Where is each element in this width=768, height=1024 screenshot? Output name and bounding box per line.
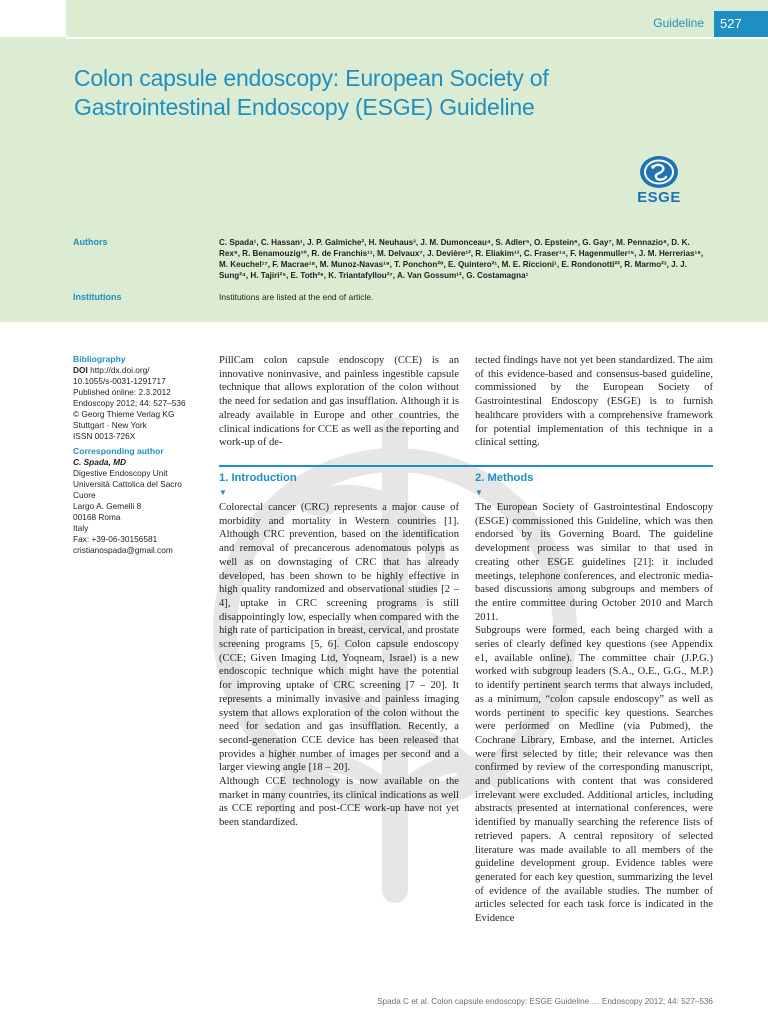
section-label: Guideline [653, 16, 704, 30]
abstract-text: PillCam colon capsule endoscopy (CCE) is an innovative noninvasive, and painless ingestible capsule technique that allows exploration of the colon without the need for sedation and gas insufflation. Although it is already available in Europe and other countries, the clinical indications for CCE as well as the reporting and work-up of de- [219, 355, 459, 449]
published-date: Published online: 2.3.2012 [73, 387, 171, 397]
page-footer: Spada C et al. Colon capsule endoscopy: ESGE Guideline … Endoscopy 2012; 44: 527–536 [377, 997, 713, 1006]
introduction-heading: 1. Introduction [219, 472, 297, 484]
triangle-down-icon: ▼ [475, 488, 483, 497]
address-line: Digestive Endoscopy Unit [73, 468, 168, 478]
sidebar [73, 354, 201, 556]
esge-emblem-icon [639, 155, 679, 189]
address-line: Università Cattolica del Sacro [73, 479, 182, 489]
fax-number: Fax: +39-06-30156581 [73, 534, 158, 544]
bibliography-heading: Bibliography [73, 354, 126, 364]
introduction-body [219, 501, 459, 830]
esge-logo-text: ESGE [637, 189, 681, 206]
article-title: Colon capsule endoscopy: European Society of Gastrointestinal Endoscopy (ESGE) Guideline [74, 65, 549, 120]
publisher-location: Stuttgart · New York [73, 420, 147, 430]
publisher: © Georg Thieme Verlag KG [73, 409, 175, 419]
paragraph: The European Society of Gastrointestinal Endoscopy (ESGE) commissioned this Guideline, which was then endorsed by its Governing Board. The guideline development process was similar to that used in creating other ESGE guidelines [21]: it included meetings, telephone conferences, and electronic media-based discussions among subgroups and members of the entire committee during October 2010 and March 2011. [475, 502, 713, 623]
triangle-down-icon: ▼ [219, 488, 227, 497]
institutions-label: Institutions [73, 292, 122, 302]
email-link[interactable]: cristianospada@gmail.com [73, 545, 173, 555]
paragraph: Although CCE technology is now available on the market in many countries, its clinical indications as well as CCE reporting and post-CCE work-up have not yet been standardized. [219, 776, 459, 829]
authors-list: C. Spada¹, C. Hassan¹, J. P. Galmiche², H. Neuhaus³, J. M. Dumonceau⁴, S. Adler⁵, O. Epstein⁶, G. Gay⁷, M. Pennazio⁸, D. K. Rex⁹, R. Benamouzig¹⁰, R. de Franchis¹¹, M. Delvaux⁷, J. Devière¹², R. Eliakim¹³, C. Fraser¹⁴, F. Hagenmuller¹⁵, J. M. Herrerias¹⁶, M. Keuchel¹⁷, F. Macrae¹⁸, M. Munoz-Navas¹⁹, T. Ponchon²⁰, E. Quintero²¹, M. E. Riccioni¹, E. Rondonotti²², R. Marmo²³, J. J. Sung²⁴, H. Tajiri²⁵, E. Toth²⁶, K. Triantafyllou²⁷, A. Van Gossum¹², G. Costamagna¹ [219, 238, 704, 280]
section-divider [219, 465, 713, 467]
doi-number: 10.1055/s-0031-1291717 [73, 376, 166, 386]
doi-link[interactable]: http://dx.doi.org/ [90, 365, 150, 375]
corresponding-name: C. Spada, MD [73, 457, 127, 467]
authors-label: Authors [73, 237, 108, 247]
page-number: 527 [714, 11, 768, 37]
institutions-note: Institutions are listed at the end of article. [219, 292, 374, 302]
methods-heading: 2. Methods [475, 472, 534, 484]
abstract-column-2 [475, 354, 713, 450]
bibliography-block [73, 365, 201, 442]
address-line: Largo A. Gemelli 8 [73, 501, 142, 511]
address-line: 00168 Roma [73, 512, 121, 522]
issn: ISSN 0013-726X [73, 431, 136, 441]
address-line: Italy [73, 523, 89, 533]
top-margin [0, 0, 66, 37]
doi-line [73, 365, 201, 376]
top-divider [66, 37, 768, 39]
abstract-text: tected findings have not yet been standardized. The aim of this evidence-based and consensus-based guideline, commissioned by the European Society of Gastrointestinal Endoscopy (ESGE) is to furnish healthcare providers with a comprehensive framework for potential implementation of this technique in a clinical setting. [475, 355, 713, 449]
doi-label: DOI [73, 365, 88, 375]
paragraph: Subgroups were formed, each being charged with a series of clearly defined key questions (see Appendix e1, available online). The committee chair (J.P.G.) worked with subgroup leaders (S.A., O.E., G.G., M.P.) to identify pertinent search terms that always included, as a minimum, “colon capsule endoscopy” as well as words pertinent to specific key questions. Searches were performed on Medline (via Pubmed), the Cochrane Library, Embase, and the internet. Articles were first selected by title; their relevance was then confirmed by review of the corresponding manuscript, and publications with content that was considered irrelevant were excluded. Additional articles, including abstracts presented at international conferences, were identified by manually searching the reference lists of retrieved papers. A central repository of selected literature was made available to all members of the guideline development group. Evidence tables were generated for each key question, summarizing the level of evidence of the available studies. The number of articles selected for each task force is indicated in the Evidence [475, 625, 713, 925]
journal-citation: Endoscopy 2012; 44: 527–536 [73, 398, 186, 408]
corresponding-heading: Corresponding author [73, 446, 164, 456]
paragraph: Colorectal cancer (CRC) represents a major cause of morbidity and mortality in Western countries [1]. Although CRC prevention, based on the identification and removal of precancerous adenomatous polyps as well as on downstaging of CRC that has already developed, has been shown to be highly effective in high quality randomized and observational studies [2 – 4], uptake in CRC screening programs is still disappointingly low, especially when compared with the high rate of participation in breast, cervical, and prostate screening programs [5, 6]. Colon capsule endoscopy (CCE; Given Imaging Ltd, Yoqneam, Israel) is a new endoscopic technique which might have the potential for improving uptake of CRC screening [7 – 20]. It represents a minimally invasive and painless imaging system that allows exploration of the colon without the need for sedation and gas insufflation. Recently, a second-generation CCE device has been released that provides a higher number of images per second and a larger viewing angle [18 – 20]. [219, 502, 459, 774]
abstract-column-1 [219, 354, 459, 450]
address-line: Cuore [73, 490, 96, 500]
esge-logo [632, 155, 686, 209]
methods-body [475, 501, 713, 926]
